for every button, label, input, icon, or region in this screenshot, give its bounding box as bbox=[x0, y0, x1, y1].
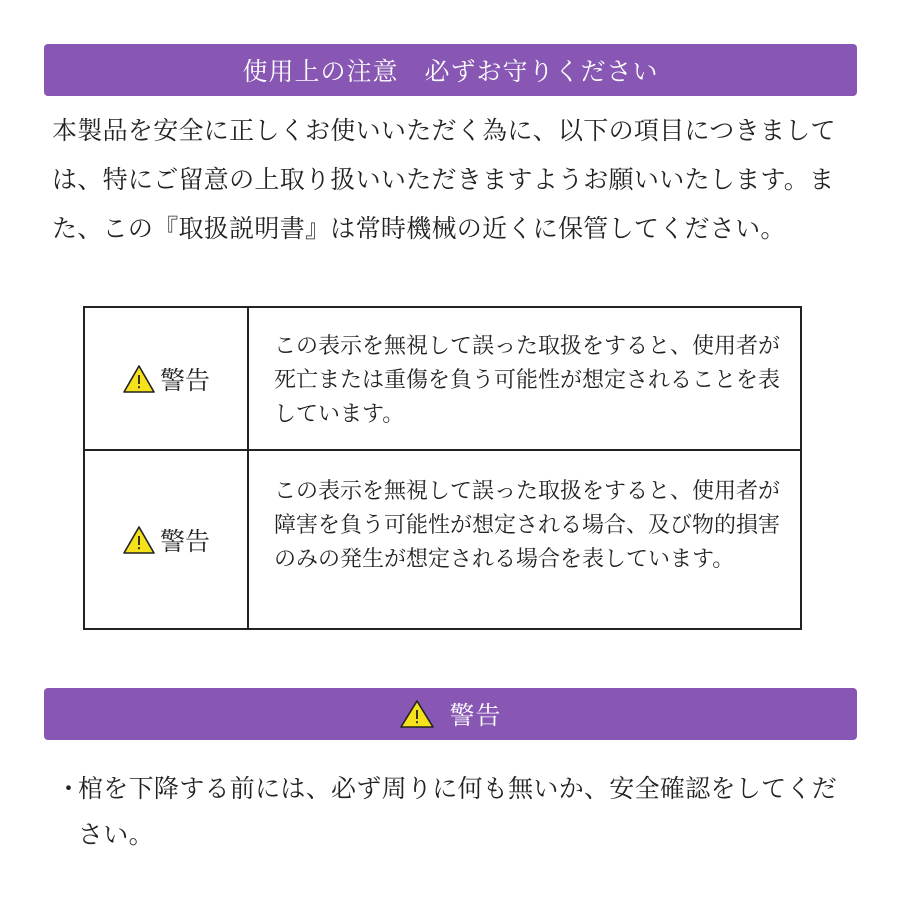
legend-description: この表示を無視して誤った取扱をすると、使用者が障害を負う可能性が想定される場合、及び物的損害のみの発生が想定される場合を表しています。 bbox=[274, 479, 781, 572]
legend-label: 警告 bbox=[159, 365, 210, 395]
warning-legend-table bbox=[83, 306, 802, 630]
warning-triangle-icon bbox=[122, 525, 156, 555]
section-header-warning bbox=[44, 688, 857, 740]
section-header-caution bbox=[44, 44, 857, 96]
legend-description: この表示を無視して誤った取扱をすると、使用者が死亡または重傷を負う可能性が想定されることを表しています。 bbox=[274, 334, 781, 427]
warning-item-text: 棺を下降する前には、必ず周りに何も無いか、安全確認をしてください。 bbox=[78, 774, 838, 849]
legend-label-cell bbox=[85, 308, 249, 449]
warning-list-item bbox=[56, 766, 846, 858]
warning-section-title: 警告 bbox=[449, 701, 502, 730]
warning-triangle-icon bbox=[122, 364, 156, 394]
bullet-marker: ・ bbox=[56, 774, 82, 803]
warning-triangle-icon bbox=[399, 699, 435, 729]
intro-paragraph: 本製品を安全に正しくお使いいただく為に、以下の項目につきましては、特にご留意の上取り扱いいただきますようお願いいたします。また、この『取扱説明書』は常時機械の近くに保管してください。 bbox=[52, 116, 836, 243]
legend-row bbox=[85, 308, 800, 451]
legend-row bbox=[85, 451, 800, 628]
legend-label: 警告 bbox=[159, 526, 210, 556]
legend-label-cell bbox=[85, 451, 249, 628]
section-header-title: 使用上の注意 必ずお守りください bbox=[242, 57, 659, 86]
